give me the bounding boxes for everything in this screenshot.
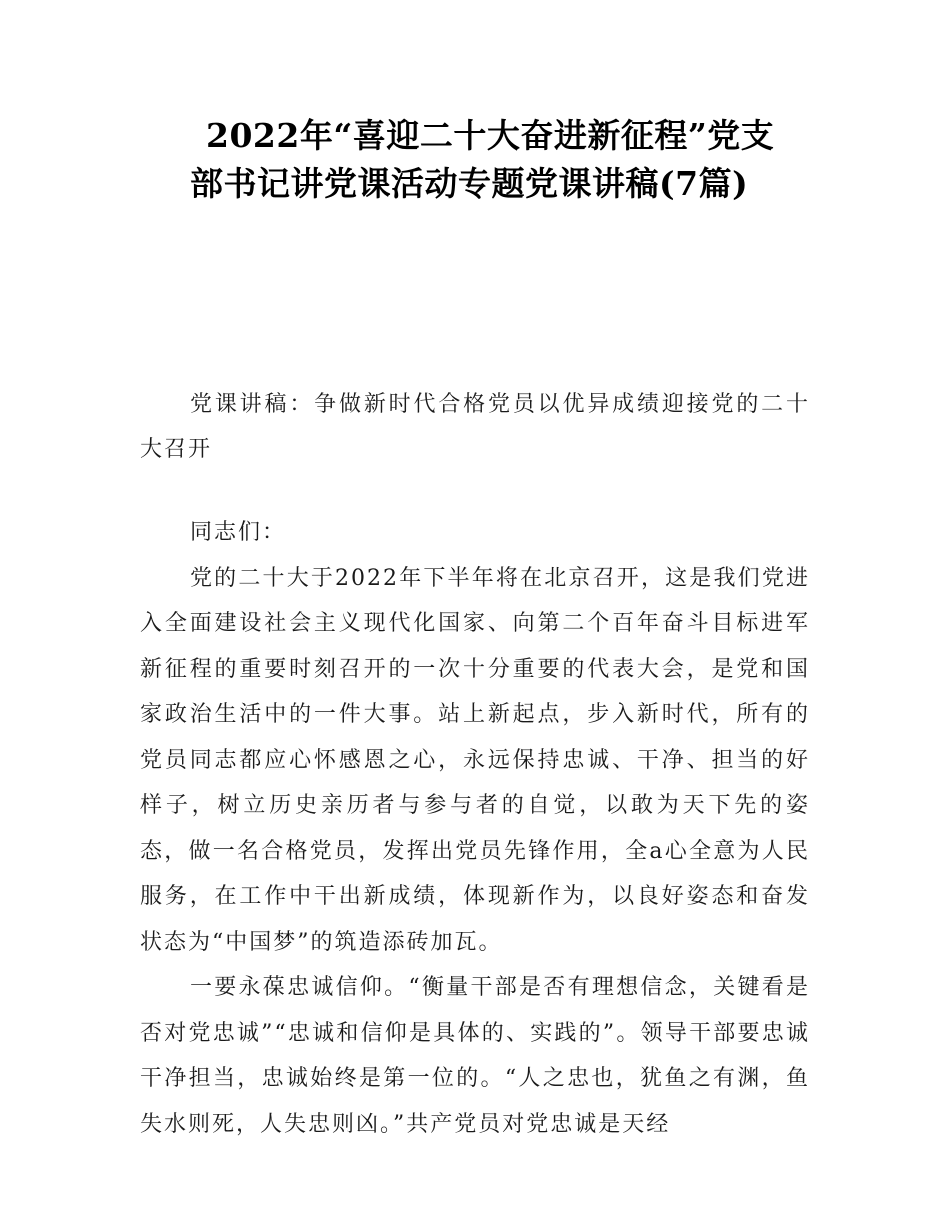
title-line-2: 部书记讲党课活动专题党课讲稿(7篇)	[190, 164, 749, 203]
document-title	[190, 112, 830, 208]
body-paragraph: 党的二十大于2022年下半年将在北京召开，这是我们党进入全面建设社会主义现代化国家、向第二个百年奋斗目标进军新征程的重要时刻召开的一次十分重要的代表大会，是党和国家政治生活中的一件大事。站上新起点，步入新时代，所有的党员同志都应心怀感恩之心，永远保持忠诚、干净、担当的好样子，树立历史亲历者与参与者的自觉，以敢为天下先的姿态，做一名合格党员，发挥出党员先锋作用，全a心全意为人民服务，在工作中干出新成绩，体现新作为，以良好姿态和奋发状态为“中国梦”的筑造添砖加瓦。	[140, 565, 810, 955]
body-paragraph: 一要永葆忠诚信仰。“衡量干部是否有理想信念，关键看是否对党忠诚”“忠诚和信仰是具体的、实践的”。领导干部要忠诚干净担当，忠诚始终是第一位的。“人之忠也，犹鱼之有渊，鱼失水则死，人失忠则凶。”共产党员对党忠诚是天经	[140, 975, 810, 1137]
greeting: 同志们：	[190, 520, 287, 545]
document-body	[140, 510, 810, 1147]
title-line-1: 2022年“喜迎二十大奋进新征程”党支	[206, 116, 775, 155]
lecture-subtitle: 党课讲稿：争做新时代合格党员以优异成绩迎接党的二十大召开	[140, 392, 810, 462]
